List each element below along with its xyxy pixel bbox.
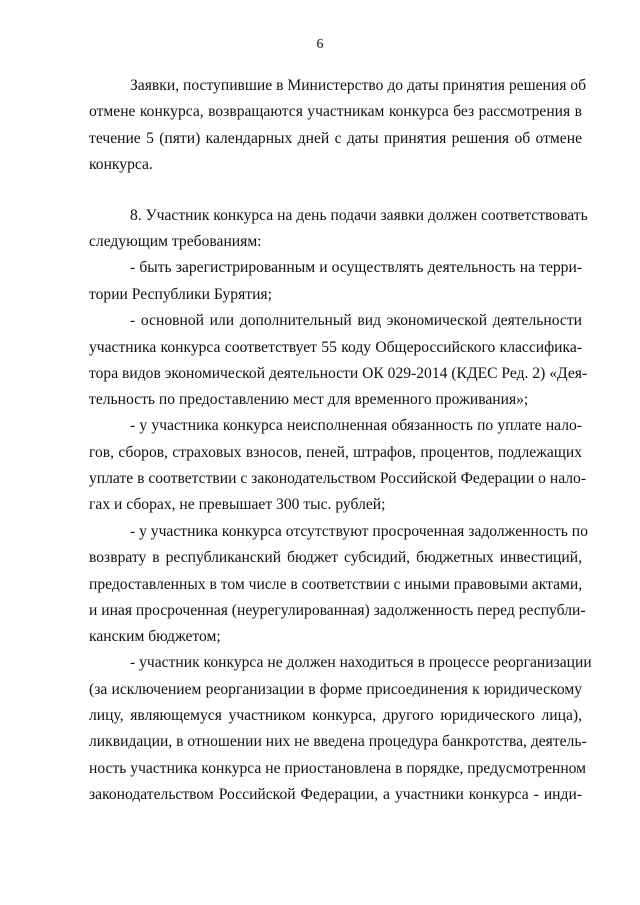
text-line: ликвидации, в отношении них не введена процедура банкротства, деятель- [89, 733, 587, 750]
text-line: возврату в республиканский бюджет субсидий, бюджетных инвестиций, [89, 549, 582, 566]
text-line: участника конкурса соответствует 55 коду Общероссийского классифика- [89, 339, 582, 356]
text-line: (за исключением реорганизации в форме присоединения к юридическому [89, 681, 582, 698]
text-line: - у участника конкурса неисполненная обязанность по уплате нало- [130, 417, 582, 434]
text-line: - у участника конкурса отсутствуют просроченная задолженность по [130, 523, 588, 540]
text-line: Заявки, поступившие в Министерство до даты принятия решения об [130, 77, 587, 94]
text-line: гах и сборах, не превышает 300 тыс. рублей; [89, 496, 386, 513]
text-line: конкурса. [89, 156, 153, 173]
text-line: следующим требованиям: [89, 233, 262, 250]
text-line: предоставленных в том числе в соответствии с иными правовыми актами, [89, 576, 583, 593]
text-line: лицу, являющемуся участником конкурса, другого юридического лица), [89, 707, 582, 724]
text-line: - быть зарегистрированным и осуществлять деятельность на терри- [130, 259, 582, 276]
text-line: гов, сборов, страховых взносов, пеней, штрафов, процентов, подлежащих [89, 444, 582, 461]
text-line: тельность по предоставлению мест для временного проживания»; [89, 391, 529, 408]
text-line: уплате в соответствии с законодательством Российской Федерации о нало- [89, 470, 587, 487]
text-line: - участник конкурса не должен находиться в процессе реорганизации [130, 654, 592, 671]
page-number: 6 [316, 37, 324, 52]
text-line: тории Республики Бурятия; [89, 286, 272, 303]
text-line: 8. Участник конкурса на день подачи заявки должен соответствовать [130, 207, 588, 224]
text-line: законодательством Российской Федерации, а участники конкурса - инди- [89, 786, 582, 803]
text-line: тора видов экономической деятельности ОК 029-2014 (КДЕС Ред. 2) «Дея- [89, 365, 588, 382]
text-line: ность участника конкурса не приостановлена в порядке, предусмотренном [89, 760, 587, 777]
text-line: канским бюджетом; [89, 628, 221, 645]
text-line: течение 5 (пяти) календарных дней с даты принятия решения об отмене [89, 130, 582, 147]
text-line: отмене конкурса, возвращаются участникам конкурса без рассмотрения в [89, 103, 582, 120]
text-line: и иная просроченная (неурегулированная) задолженность перед республи- [89, 602, 586, 619]
text-line: - основной или дополнительный вид экономической деятельности [130, 312, 582, 329]
